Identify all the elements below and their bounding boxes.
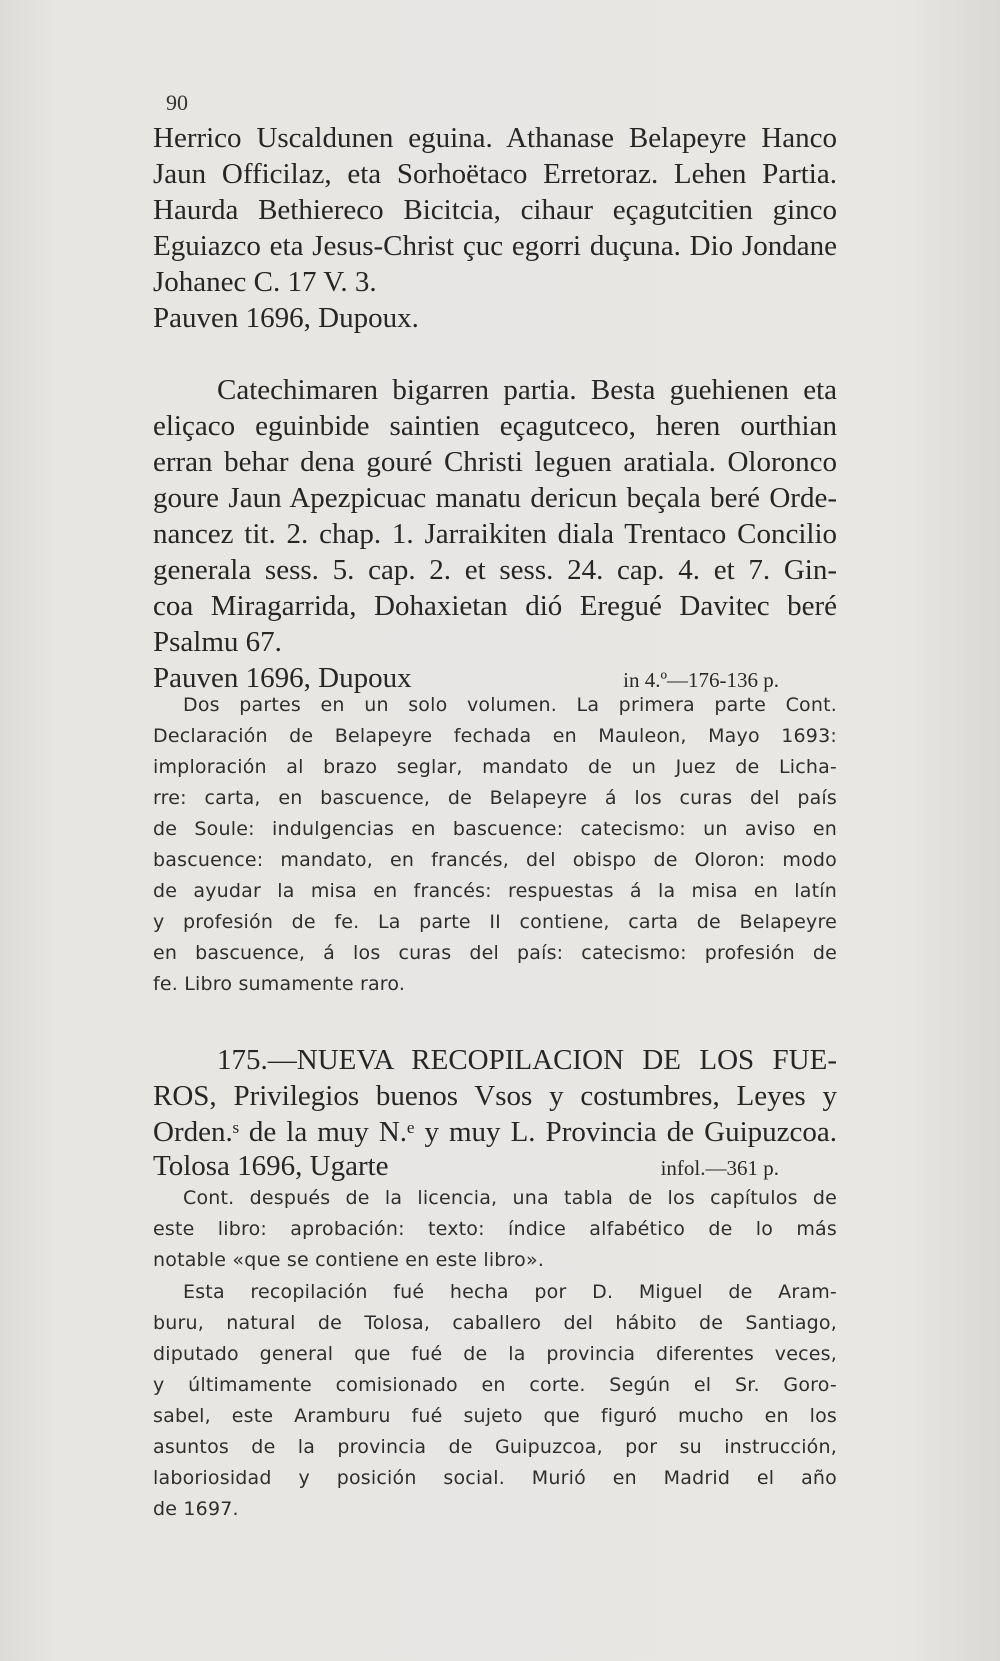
- note-line: diputado general que fué de la provincia diferentes veces,: [153, 1343, 837, 1365]
- note-line: Cont. después de la licencia, una tabla de los capítulos de: [183, 1187, 837, 1209]
- text-line: coa Miragarrida, Dohaxietan dió Eregué Davitec beré: [153, 590, 837, 622]
- text-line: Pauven 1696, Dupoux.: [153, 302, 419, 334]
- note-line: en bascuence, á los curas del país: catecismo: profesión de: [153, 942, 837, 964]
- note-line: de ayudar la misa en francés: respuestas á la misa en latín: [153, 880, 837, 902]
- note-line: rre: carta, en bascuence, de Belapeyre á los curas del país: [153, 787, 837, 809]
- text-line: Jaun Officilaz, eta Sorhoëtaco Erretoraz. Lehen Partia.: [153, 158, 837, 190]
- entry-174-second-part-paragraph: [153, 372, 837, 660]
- note-line: de 1697.: [153, 1498, 239, 1520]
- note-line: este libro: aprobación: texto: índice alfabético de lo más: [153, 1218, 837, 1240]
- note-line: y últimamente comisionado en corte. Según el Sr. Goro-: [153, 1374, 837, 1396]
- text-line: nancez tit. 2. chap. 1. Jarraikiten diala Trentaco Concilio: [153, 518, 837, 550]
- note-line: sabel, este Aramburu fué sujeto que figuró mucho en los: [153, 1405, 837, 1427]
- entry-174-note: [153, 690, 837, 1000]
- entry-175-commentary: [153, 1277, 837, 1525]
- note-line: Esta recopilación fué hecha por D. Miguel de Aram-: [183, 1281, 837, 1303]
- text-line: Johanec C. 17 V. 3.: [153, 266, 377, 298]
- note-line: buru, natural de Tolosa, caballero del hábito de Santiago,: [153, 1312, 837, 1334]
- format-pages: infol.—361 p.: [660, 1156, 779, 1180]
- page-number: 90: [166, 90, 188, 115]
- text-line: Psalmu 67.: [153, 626, 282, 658]
- note-line: asuntos de la provincia de Guipuzcoa, por su instrucción,: [153, 1436, 837, 1458]
- entry-heading-line: ROS, Privilegios buenos Vsos y costumbres, Leyes y: [153, 1080, 837, 1112]
- note-line: Declaración de Belapeyre fechada en Mauleon, Mayo 1693:: [153, 725, 837, 747]
- format-pages: in 4.º—176-136 p.: [623, 668, 779, 692]
- note-line: Dos partes en un solo volumen. La primera parte Cont.: [183, 694, 837, 716]
- entry-175-title: [153, 1042, 837, 1150]
- entry-175-imprint-row: [153, 1148, 837, 1186]
- text-line: eliçaco eguinbide saintien eçagutceco, heren ourthian: [153, 410, 837, 442]
- text-line: Catechimaren bigarren partia. Besta guehienen eta: [217, 374, 837, 406]
- entry-174-title-paragraph: [153, 120, 837, 336]
- text-line: erran behar dena gouré Christi leguen aratiala. Oloronco: [153, 446, 837, 478]
- note-line: laboriosidad y posición social. Murió en Madrid el año: [153, 1467, 837, 1489]
- note-line: notable «que se contiene en este libro».: [153, 1249, 545, 1271]
- entry-175-contents-note: [153, 1183, 837, 1276]
- note-line: fe. Libro sumamente raro.: [153, 973, 406, 995]
- note-line: de Soule: indulgencias en bascuence: catecismo: un aviso en: [153, 818, 837, 840]
- note-line: y profesión de fe. La parte II contiene, carta de Belapeyre: [153, 911, 837, 933]
- imprint: Pauven 1696, Dupoux: [153, 662, 412, 694]
- imprint: Tolosa 1696, Ugarte: [153, 1150, 389, 1182]
- entry-heading-line: Orden.ˢ de la muy N.ᵉ y muy L. Provincia de Guipuzcoa.: [153, 1116, 837, 1148]
- text-line: Herrico Uscaldunen eguina. Athanase Belapeyre Hanco: [153, 122, 837, 154]
- entry-heading-line: 175.—NUEVA RECOPILACION DE LOS FUE-: [217, 1044, 837, 1076]
- text-line: Haurda Bethiereco Bicitcia, cihaur eçagutcitien ginco: [153, 194, 837, 226]
- note-line: bascuence: mandato, en francés, del obispo de Oloron: modo: [153, 849, 837, 871]
- text-line: goure Jaun Apezpicuac manatu dericun beçala beré Orde-: [153, 482, 837, 514]
- text-line: Eguiazco eta Jesus-Christ çuc egorri duçuna. Dio Jondane: [153, 230, 837, 262]
- text-line: generala sess. 5. cap. 2. et sess. 24. cap. 4. et 7. Gin-: [153, 554, 837, 586]
- note-line: imploración al brazo seglar, mandato de un Juez de Licha-: [153, 756, 837, 778]
